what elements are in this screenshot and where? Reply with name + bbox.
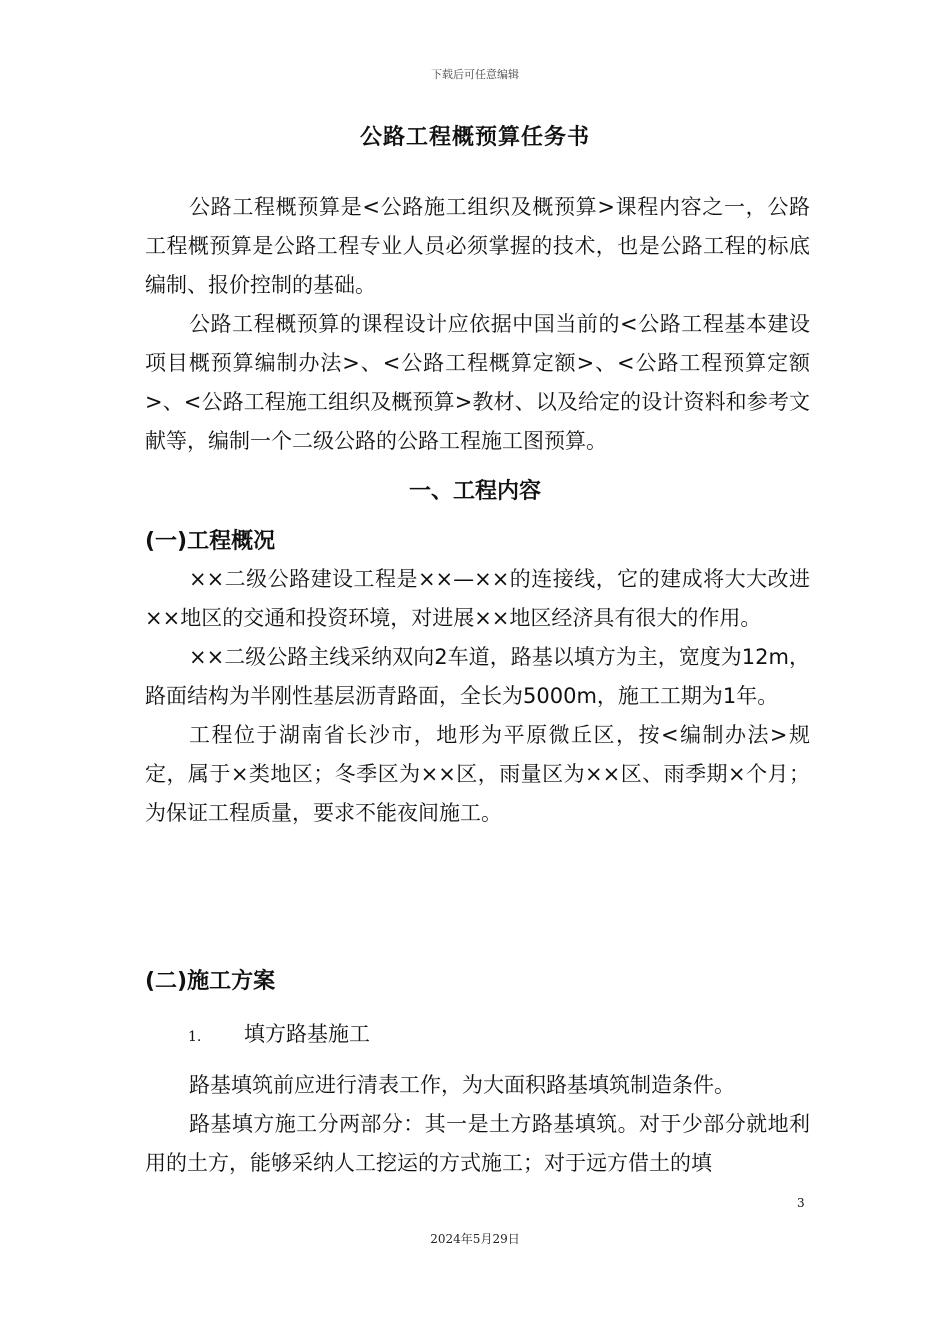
header-note: 下载后可任意编辑	[431, 68, 519, 81]
page-number: 3	[797, 1196, 805, 1210]
list-item-fill-subgrade	[188, 1018, 370, 1048]
construction-paragraph-1: 路基填筑前应进行清表工作，为大面积路基填筑制造条件。	[189, 1073, 735, 1097]
document-title: 公路工程概预算任务书	[359, 125, 590, 150]
list-item-label: 填方路基施工	[244, 1022, 370, 1046]
subsection-heading-overview: (一)工程概况	[145, 529, 276, 554]
section-heading-1: 一、工程内容	[408, 479, 541, 504]
intro-paragraph-1: 公路工程概预算是<公路施工组织及概预算>课程内容之一，公路工程概预算是公路工程专业人员必须掌握的技术，也是公路工程的标底编制、报价控制的基础。	[145, 195, 810, 297]
intro-paragraph-2: 公路工程概预算的课程设计应依据中国当前的<公路工程基本建设项目概预算编制办法>、<公路工程概算定额>、<公路工程预算定额>、<公路工程施工组织及概预算>教材、以及给定的设计资料和参考文献等，编制一个二级公路的公路工程施工图预算。	[145, 312, 810, 453]
overview-paragraph-1: ××二级公路建设工程是××—××的连接线，它的建成将大大改进××地区的交通和投资环境，对进展××地区经济具有很大的作用。	[145, 567, 810, 630]
list-item-number: 1.	[188, 1029, 202, 1045]
footer-date: 2024年5月29日	[430, 1232, 520, 1246]
overview-block	[145, 560, 810, 833]
construction-paragraph-2: 路基填方施工分两部分：其一是土方路基填筑。对于少部分就地利用的土方，能够采纳人工挖运的方式施工；对于远方借土的填	[145, 1112, 810, 1175]
overview-paragraph-2: ××二级公路主线采纳双向2车道，路基以填方为主，宽度为12m，路面结构为半刚性基层沥青路面，全长为5000m，施工工期为1年。	[145, 645, 810, 708]
overview-paragraph-3: 工程位于湖南省长沙市，地形为平原微丘区，按<编制办法>规定，属于×类地区；冬季区为××区，雨量区为××区、雨季期×个月；为保证工程质量，要求不能夜间施工。	[145, 723, 810, 825]
intro-block	[145, 188, 810, 461]
construction-block	[145, 1066, 810, 1183]
subsection-heading-construction: (二)施工方案	[145, 969, 276, 994]
